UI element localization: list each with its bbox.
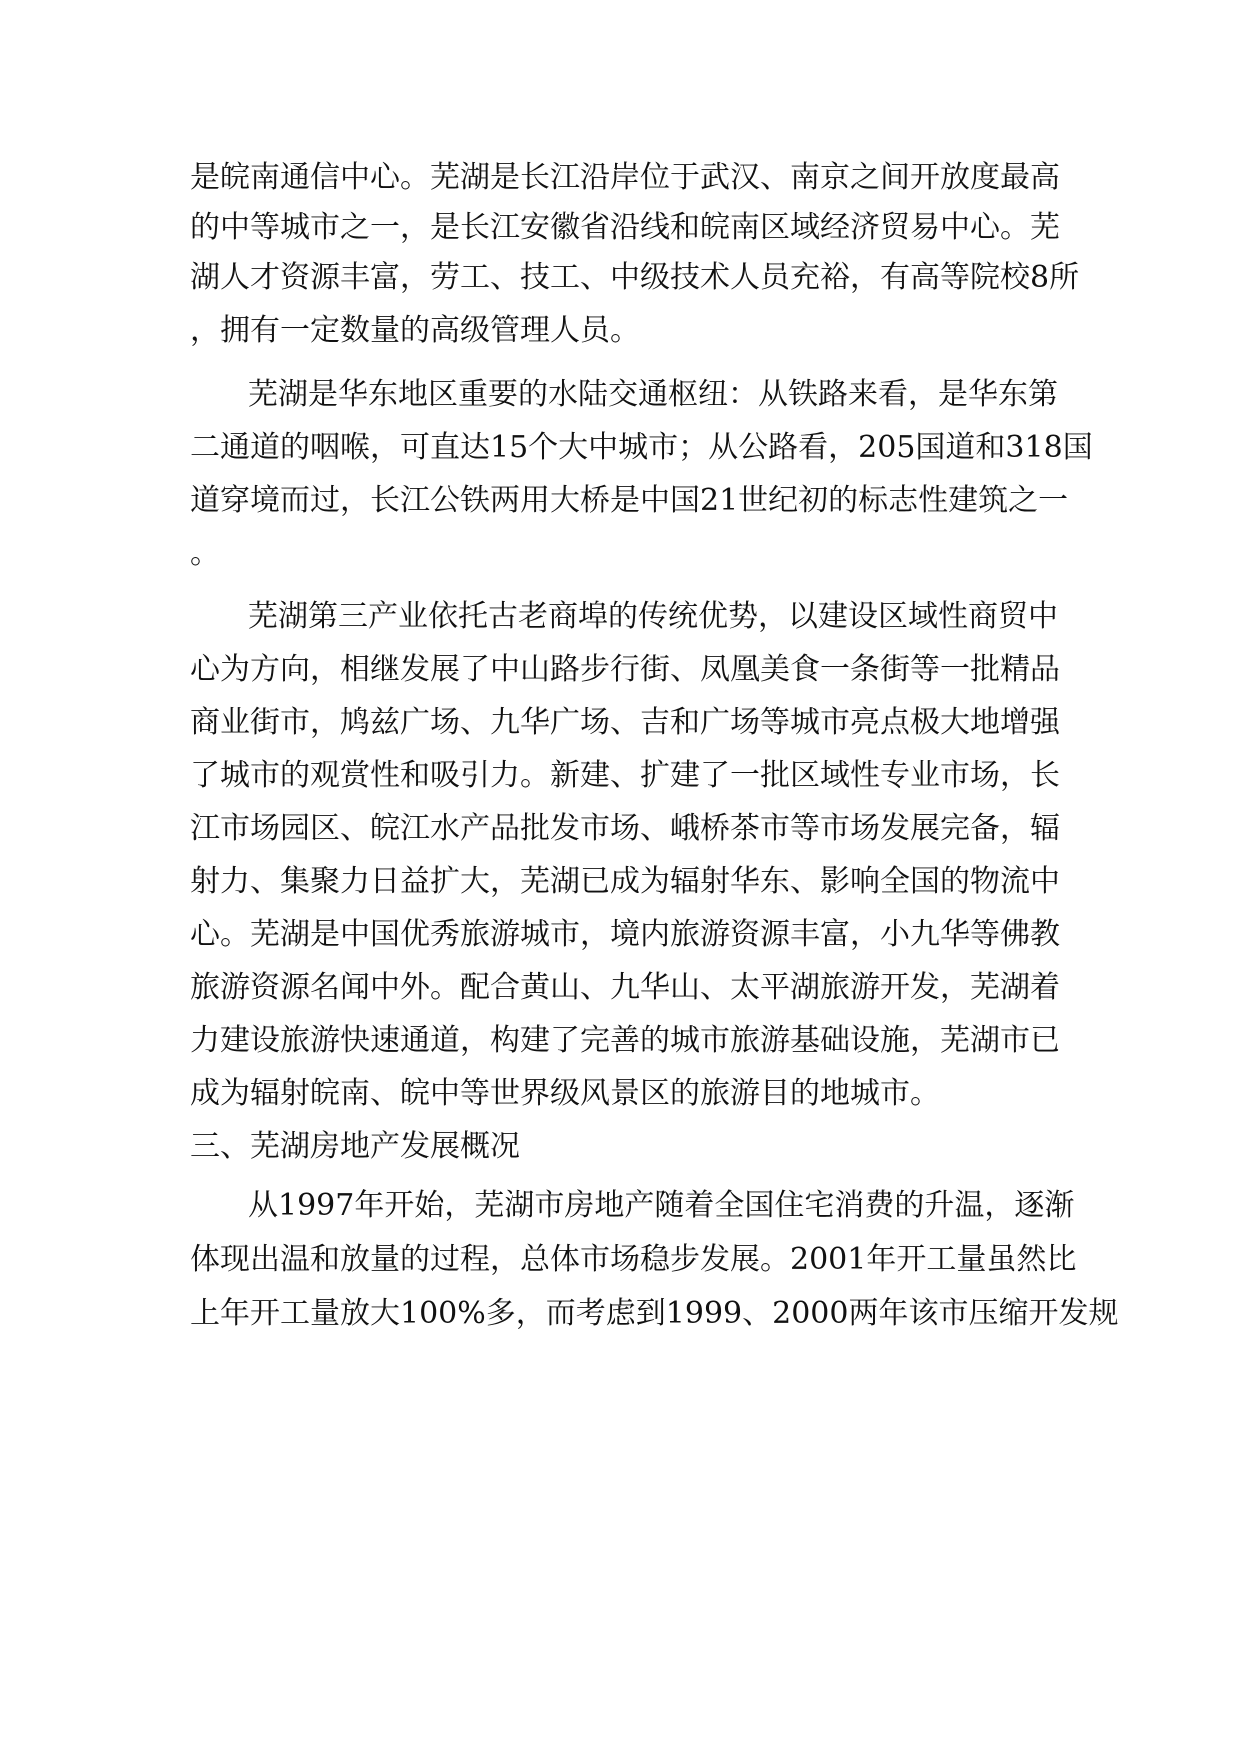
text-line: 心为方向，相继发展了中山路步行街、凤凰美食一条街等一批精品: [190, 652, 1060, 687]
text-line: 体现出温和放量的过程，总体市场稳步发展。2001年开工量虽然比: [190, 1242, 1077, 1277]
text-line: 的中等城市之一，是长江安徽省沿线和皖南区域经济贸易中心。芜: [190, 210, 1060, 245]
text-line: 商业街市，鸠兹广场、九华广场、吉和广场等城市亮点极大地增强: [190, 705, 1060, 740]
text-line: 上年开工量放大100%多，而考虑到1999、2000两年该市压缩开发规: [190, 1296, 1119, 1331]
text-line: 旅游资源名闻中外。配合黄山、九华山、太平湖旅游开发，芜湖着: [190, 970, 1060, 1005]
text-line: 是皖南通信中心。芜湖是长江沿岸位于武汉、南京之间开放度最高: [190, 160, 1060, 195]
text-line: 湖人才资源丰富，劳工、技工、中级技术人员充裕，有高等院校8所: [190, 260, 1080, 295]
section-heading: 三、芜湖房地产发展概况: [190, 1129, 520, 1164]
text-line: 二通道的咽喉，可直达15个大中城市；从公路看，205国道和318国: [190, 430, 1093, 465]
text-line: 道穿境而过，长江公铁两用大桥是中国21世纪初的标志性建筑之一: [190, 483, 1069, 518]
text-line: 心。芜湖是中国优秀旅游城市，境内旅游资源丰富，小九华等佛教: [190, 917, 1060, 952]
paragraph-first-line: 从1997年开始，芜湖市房地产随着全国住宅消费的升温，逐渐: [248, 1188, 1075, 1223]
paragraph-first-line: 芜湖是华东地区重要的水陆交通枢纽：从铁路来看，是华东第: [248, 377, 1058, 412]
text-line: 了城市的观赏性和吸引力。新建、扩建了一批区域性专业市场，长: [190, 758, 1060, 793]
text-line: 江市场园区、皖江水产品批发市场、峨桥茶市等市场发展完备，辐: [190, 811, 1060, 846]
paragraph-first-line: 芜湖第三产业依托古老商埠的传统优势，以建设区域性商贸中: [248, 599, 1058, 634]
text-line: ，拥有一定数量的高级管理人员。: [190, 313, 640, 348]
text-line: 。: [190, 536, 220, 571]
text-line: 射力、集聚力日益扩大，芜湖已成为辐射华东、影响全国的物流中: [190, 864, 1060, 899]
text-line: 力建设旅游快速通道，构建了完善的城市旅游基础设施，芜湖市已: [190, 1023, 1060, 1058]
text-line: 成为辐射皖南、皖中等世界级风景区的旅游目的地城市。: [190, 1076, 940, 1111]
